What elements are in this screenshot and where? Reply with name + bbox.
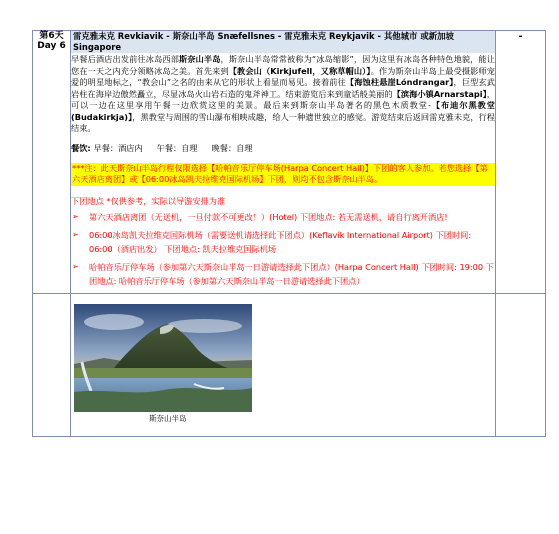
route-separator: - — [274, 31, 285, 41]
route-title — [71, 31, 495, 53]
route-stop-1: 雷克雅未克 Revkiavik — [73, 31, 164, 41]
dropoff-option: 06:00冰岛凯夫拉维克国际机场（需要送机请选择此下团点）(Keflavík International Airport) 下团时间: 06:00（酒店出发） 下团地点: 凯夫拉维克国际机场 — [89, 229, 472, 254]
photo-row — [33, 293, 546, 436]
itinerary-page — [32, 30, 544, 437]
photo-cell — [71, 293, 496, 436]
warning-note: ***注：此天斯奈山半岛行程仅限选择【哈帕音乐厅停车场(Harpa Concert Hall)】下团的客人参加。若您选择【第六天酒店离团】或【06:00冰岛凯夫拉维克国际机场】下团，则均不包含斯奈山半岛。 — [71, 163, 495, 186]
desc-highlight: 斯奈山半岛 — [179, 54, 221, 64]
landscape-photo — [74, 304, 252, 412]
desc-highlight: 【教会山（Kirkjufell，又称草帽山）】 — [228, 65, 371, 76]
desc-text: ，斯奈山半岛常常被称为“冰岛缩影”，因为这里有冰岛各种特色地貌，能让您在一天之内充分领略冰岛之美。首先来到 — [71, 54, 495, 76]
route-stop-3: 雷克雅未克 Reykjavik — [284, 31, 375, 41]
dropoff-list — [71, 210, 495, 289]
empty-meal-cell — [496, 293, 546, 436]
day-content-cell — [71, 31, 496, 294]
meal-breakfast: 早餐：酒店内 — [93, 142, 143, 153]
desc-text: 。作为斯奈山半岛上最受摄影师宠爱的明星地标之，“教会山”之名的由来从它的形状上看显而易见。接着前往 — [71, 65, 495, 87]
desc-highlight: 【海蚀柱悬崖Lóndrangar】 — [345, 77, 454, 87]
list-item — [71, 210, 495, 224]
meal-lunch: 午餐：自理 — [156, 142, 198, 153]
meal-dinner: 晚餐：自理 — [211, 142, 253, 153]
route-stop-4: 其他城市 或新加坡 Singapore — [73, 31, 454, 52]
day-description — [71, 54, 495, 135]
arrow-right-bullet-icon: ➢ — [72, 262, 79, 272]
dropoff-option: 哈帕音乐厅停车场（参加第六天斯奈山半岛一日游请选择此下团点）(Harpa Concert Hall) 下团时间: 19:00 下团地点: 哈帕音乐厅停车场（参加第六天斯奈山半岛一日游请选择此下团点） — [89, 262, 494, 287]
desc-text: ，巨型玄武岩柱在海岸边傲然矗立，尽显冰岛火山岩石造的鬼斧神工。结束游览后来到童话般美丽的 — [71, 77, 495, 99]
empty-day-cell — [33, 293, 71, 436]
list-item — [71, 260, 495, 288]
photo-caption: 斯奈山半岛 — [149, 413, 187, 423]
day-number: 第6天 — [39, 31, 64, 41]
arrow-right-bullet-icon: ➢ — [72, 211, 79, 221]
route-separator: - — [163, 31, 173, 41]
desc-text: 早餐后酒店出发前往冰岛西部 — [71, 54, 179, 64]
desc-highlight: 【布迪尔黑教堂(Budakirkja)】 — [71, 100, 495, 122]
arrow-right-bullet-icon: ➢ — [72, 229, 79, 239]
meal-column-cell: - — [496, 31, 546, 294]
route-stop-2: 斯奈山半岛 Snæfellsnes — [172, 31, 275, 41]
desc-text: ，黑教堂与周围的雪山瀑布相映成趣，给人一种遗世独立的感觉。游览结束后返回雷克雅未克，行程结束。 — [71, 111, 495, 133]
meals-line — [71, 143, 495, 154]
itinerary-table — [32, 30, 546, 437]
list-item — [71, 228, 495, 256]
dropoff-option: 第六天酒店离团（无送机，一旦付款不可更改！）(Hotel) 下团地点: 若无需送机，请自行离开酒店! — [89, 211, 448, 222]
desc-highlight: 【滨海小镇Arnarstapi】 — [392, 88, 487, 99]
meals-colon: : — [87, 142, 94, 153]
day-label: Day 6 — [37, 41, 66, 51]
meals-label: 餐饮 — [71, 142, 88, 153]
dropoff-title: 下团地点 *仅供参考，实际以导游安排为准 — [71, 195, 226, 206]
day-row — [33, 31, 546, 294]
day-cell — [33, 31, 71, 294]
route-separator: - — [374, 31, 384, 41]
desc-text: ，可以一边在这里享用午餐一边欣赏这里的美景。最后来到斯奈山半岛著名的黑色木质教堂- — [71, 88, 495, 110]
